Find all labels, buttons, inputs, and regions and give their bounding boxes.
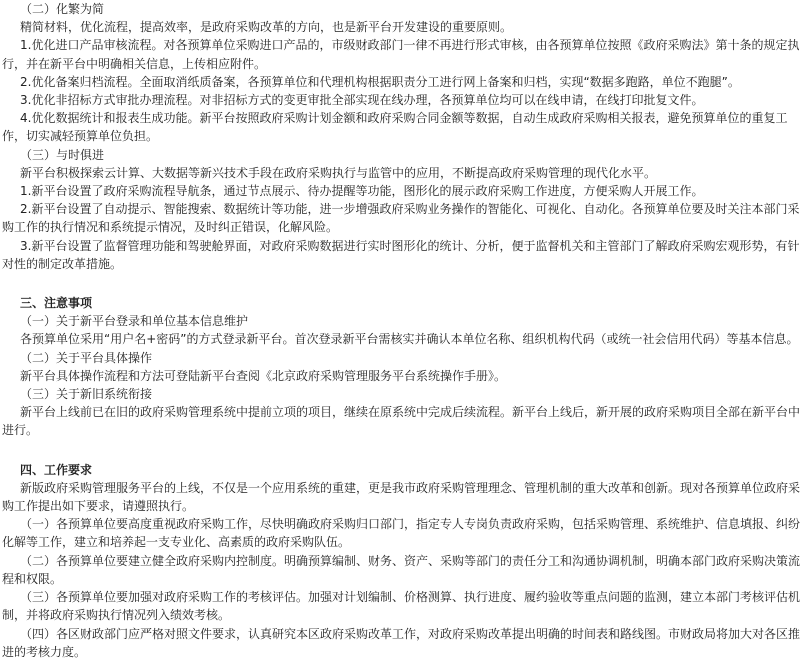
list-item: 2.新平台设置了自动提示、智能搜索、数据统计等功能，进一步增强政府采购业务操作的智能化、可视化、自动化。各预算单位要及时关注本部门采购工作的执行情况和系统提示情况，及时纠正错误，化解风险。: [2, 202, 800, 235]
paragraph-operation: 新平台具体操作流程和方法可登陆新平台查阅《北京政府采购管理服务平台系统操作手册》。: [20, 368, 507, 383]
subheading-operation: （二）关于平台具体操作: [20, 350, 153, 365]
list-item: 1.优化进口产品审核流程。对各预算单位采购进口产品的，市级财政部门一律不再进行形式审核，由各预算单位按照《政府采购法》第十条的规定执行，并在新平台中明确相关信息，上传相应附件。: [2, 38, 800, 71]
list-item: 2.优化备案归档流程。全面取消纸质备案，各预算单位和代理机构根据职责分工进行网上备案和归档，实现“数据多跑路，单位不跑腿”。: [20, 74, 740, 89]
list-item: （二）各预算单位要建立健全政府采购内控制度。明确预算编制、财务、资产、采购等部门的责任分工和沟通协调机制，明确本部门政府采购决策流程和权限。: [2, 553, 801, 586]
paragraph-requirements-intro: 新版政府采购管理服务平台的上线，不仅是一个应用系统的重建，更是我市政府采购管理理念、管理机制的重大改革和创新。现对各预算单位政府采购工作提出如下要求，请遵照执行。: [2, 480, 801, 514]
list-item: （三）各预算单位要加强对政府采购工作的考核评估。加强对计划编制、价格测算、执行进度、履约验收等重点问题的监测，建立本部门考核评估机制，并将政府采购执行情况列入绩效考核。: [2, 590, 801, 623]
subheading-login: （一）关于新平台登录和单位基本信息维护: [20, 314, 249, 329]
subheading-keep-pace: （三）与时俱进: [20, 147, 105, 162]
spacer: [2, 273, 803, 294]
paragraph-login: 各预算单位采用“用户名+密码”的方式登录新平台。首次登录新平台需核实并确认本单位名称、组织机构代码（或统一社会信用代码）等基本信息。: [20, 332, 799, 347]
list-item: 3.优化非招标方式审批办理流程。对非招标方式的变更审批全部实现在线办理，各预算单位均可以在线申请，在线打印批复文件。: [20, 93, 704, 108]
section-heading-notes: 三、注意事项: [20, 296, 93, 311]
spacer: [2, 440, 803, 461]
list-item: 4.优化数据统计和报表生成功能。新平台按照政府采购计划金额和政府采购合同金额等数据，自动生成政府采购相关报表，避免预算单位的重复工作，切实减轻预算单位负担。: [2, 111, 788, 144]
list-item: （四）各区财政部门应严格对照文件要求，认真研究本区政府采购改革工作，对政府采购改革提出明确的时间表和路线图。市财政局将加大对各区推进的考核力度。: [2, 626, 801, 659]
list-item: （一）各预算单位要高度重视政府采购工作，尽快明确政府采购归口部门，指定专人专岗负责政府采购，包括采购管理、系统维护、信息填报、纠纷化解等工作，建立和培养起一支专业化、高素质的政府采购队伍。: [2, 517, 801, 550]
list-item: 1.新平台设置了政府采购流程导航条，通过节点展示、待办提醒等功能，图形化的展示政府采购工作进度，方便采购人开展工作。: [20, 184, 704, 199]
paragraph-transition: 新平台上线前已在旧的政府采购管理系统中提前立项的项目，继续在原系统中完成后续流程。新平台上线后，新开展的政府采购项目全部在新平台中进行。: [2, 405, 801, 438]
paragraph-keep-pace-intro: 新平台积极探索云计算、大数据等新兴技术手段在政府采购执行与监管中的应用，不断提高政府采购管理的现代化水平。: [20, 165, 657, 180]
subheading-transition: （三）关于新旧系统衔接: [20, 387, 153, 402]
paragraph-simplify-intro: 精简材料，优化流程，提高效率，是政府采购改革的方向，也是新平台开发建设的重要原则。: [20, 20, 513, 35]
section-heading-requirements: 四、工作要求: [20, 462, 93, 477]
subheading-simplify: （二）化繁为简: [20, 2, 105, 16]
list-item: 3.新平台设置了监督管理功能和驾驶舱界面，对政府采购数据进行实时图形化的统计、分析，便于监督机关和主管部门了解政府采购宏观形势，有针对性的制定改革措施。: [2, 238, 800, 271]
